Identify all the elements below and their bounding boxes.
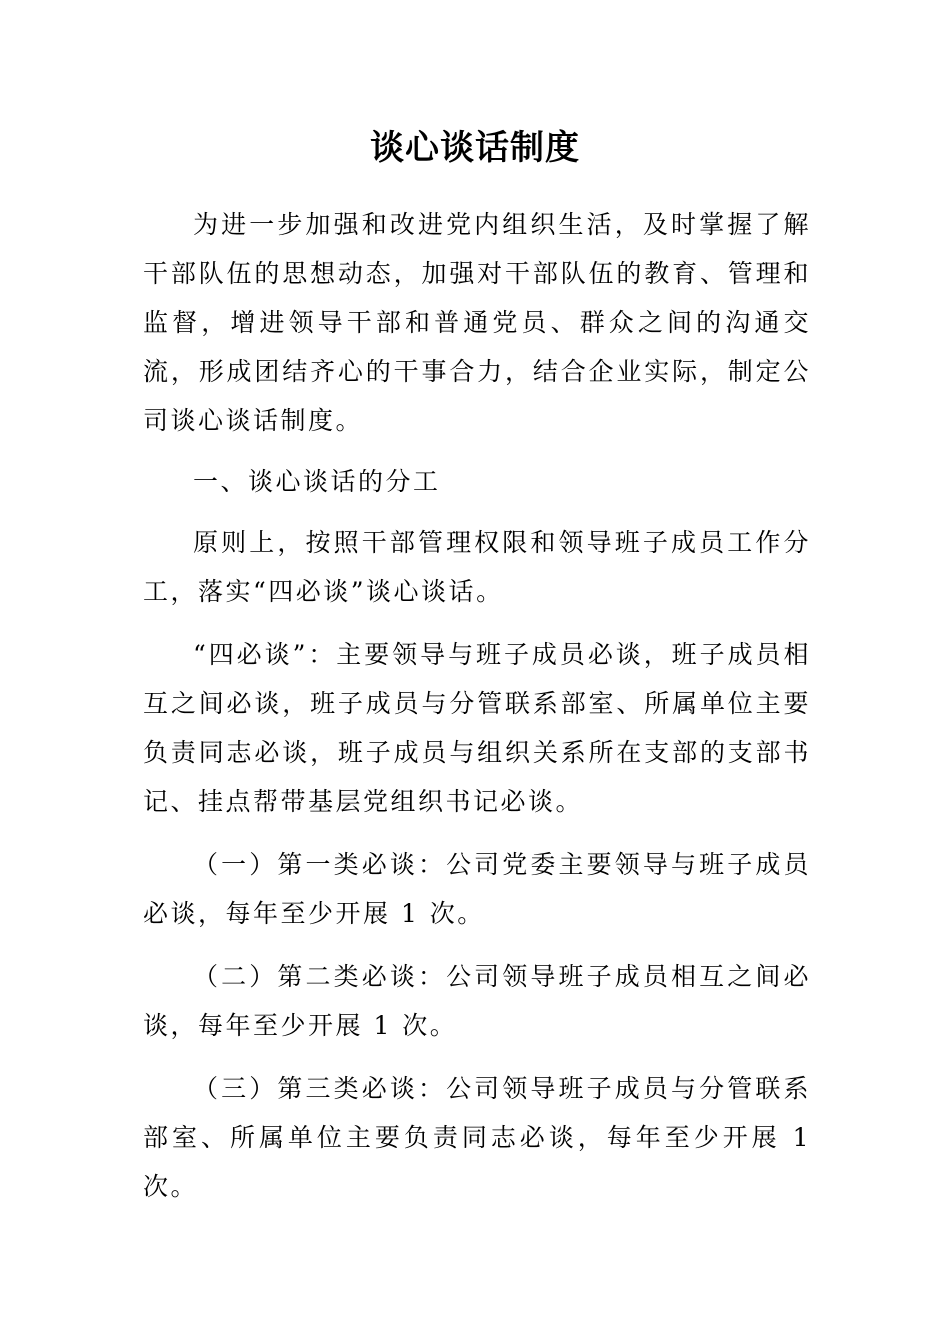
document-body	[143, 200, 811, 1211]
category-two-paragraph: （二）第二类必谈：公司领导班子成员相互之间必谈，每年至少开展 1 次。	[143, 962, 811, 1040]
four-talks-paragraph: “四必谈”：主要领导与班子成员必谈，班子成员相互之间必谈，班子成员与分管联系部室、所属单位主要负责同志必谈，班子成员与组织关系所在支部的支部书记、挂点帮带基层党组织书记必谈。	[143, 640, 811, 816]
intro-paragraph: 为进一步加强和改进党内组织生活，及时掌握了解干部队伍的思想动态，加强对干部队伍的教育、管理和监督，增进领导干部和普通党员、群众之间的沟通交流，形成团结齐心的干事合力，结合企业实际，制定公司谈心谈话制度。	[143, 210, 811, 435]
category-three-paragraph: （三）第三类必谈：公司领导班子成员与分管联系部室、所属单位主要负责同志必谈，每年至少开展 1 次。	[143, 1074, 811, 1201]
category-one-paragraph: （一）第一类必谈：公司党委主要领导与班子成员必谈，每年至少开展 1 次。	[143, 850, 811, 928]
section-heading: 一、谈心谈话的分工	[193, 467, 441, 496]
document-title: 谈心谈话制度	[370, 128, 580, 168]
principle-paragraph: 原则上，按照干部管理权限和领导班子成员工作分工，落实“四必谈”谈心谈话。	[143, 528, 811, 606]
